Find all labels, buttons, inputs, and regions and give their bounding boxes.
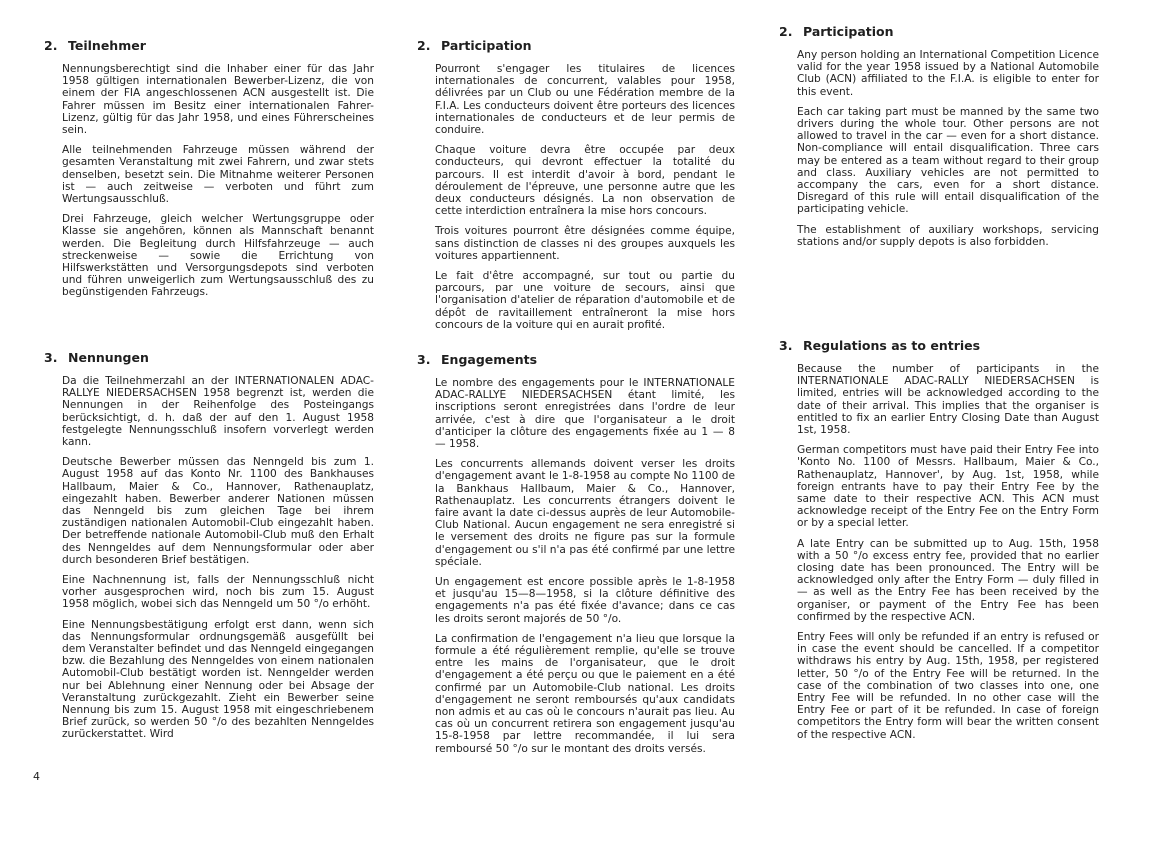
paragraph: Da die Teilnehmerzahl an der INTERNATIONALEN ADAC-RALLYE NIEDERSACHSEN 1958 begrenzt ist, werden die Nennungen in der Reihenfolge des Posteingangs berücksichtigt, d. h. daß der auf den 1. August 1958 festgelegte Nennungsschluß insofern vorverlegt werden kann. (62, 375, 374, 449)
paragraph: Entry Fees will only be refunded if an entry is refused or in case the event should be cancelled. If a competitor withdraws his entry by Aug. 15th, 1958, per registered letter, 50 °/o of the Entry Fee will be returned. In the case of the combination of two classes into one, one Entry Fee will be refunded. In no other case will the Entry Fee or part of it be refunded. In case of foreign competitors the Entry form will bear the written consent of the respective ACN. (797, 631, 1099, 741)
paragraph: Le nombre des engagements pour le INTERNATIONALE ADAC-RALLYE NIEDERSACHSEN étant limité, les inscriptions seront enregistrées dans l'ordre de leur arrivée, c'est à dire que l'organisateur a le droit d'anticiper la clôture des engagements fixée au 1 — 8 — 1958. (435, 377, 735, 451)
section-number: 3. (44, 350, 58, 365)
section-heading (44, 350, 374, 365)
paragraph: Eine Nachnennung ist, falls der Nennungsschluß nicht vorher ausgesprochen wird, noch bis zum 15. August 1958 möglich, wobei sich das Nenngeld um 50 °/o erhöht. (62, 574, 374, 611)
section-number: 3. (417, 352, 431, 367)
section-nennungen (44, 350, 374, 749)
section-title: Participation (441, 38, 532, 53)
section-heading (417, 38, 735, 53)
paragraph: Les concurrents allemands doivent verser les droits d'engagement avant le 1-8-1958 au compte No 1100 de la Bankhaus Hallbaum, Maier & Co., Hannover, Rathenauplatz. Les concurrents étrangers doivent le faire avant la date ci-dessus auprès de leur Automobile-Club National. Aucun engagement ne sera enregistré si le versement des droits ne figure pas sur la formule d'engagement ou s'il n'a pas été confirmé par une lettre spéciale. (435, 458, 735, 568)
paragraph: Alle teilnehmenden Fahrzeuge müssen während der gesamten Veranstaltung mit zwei Fahrern, und zwar stets denselben, besetzt sein. Die Mitnahme weiterer Personen ist — auch zeitweise — verboten und führt zum Wertungsausschluß. (62, 144, 374, 206)
paragraph: La confirmation de l'engagement n'a lieu que lorsque la formule a été régulièrement remplie, qu'elle se trouve entre les mains de l'organisateur, que le droit d'engagement a été perçu ou que le paiement en a été confirmé par un Automobile-Club national. Les droits d'engagement ne seront remboursés qu'aux candidats non admis et au cas où le concours n'aurait pas lieu. Au cas où un concurrent retirera son engagement jusqu'au 15-8-1958 par lettre recommandée, il lui sera remboursé 50 °/o sur le montant des droits versés. (435, 632, 735, 755)
paragraph: Trois voitures pourront être désignées comme équipe, sans distinction de classes ni des groupes auxquels les voitures appartiennent. (435, 225, 735, 262)
section-participation-fr (417, 38, 735, 339)
section-heading (44, 38, 374, 53)
paragraph: Deutsche Bewerber müssen das Nenngeld bis zum 1. August 1958 auf das Konto Nr. 1100 des Bankhauses Hallbaum, Maier & Co., Hannover, Rathenauplatz, eingezahlt haben. Bewerber anderer Nationen müssen das Nenngeld bis zum gleichen Tage bei ihrem zuständigen nationalen Automobil-Club eingezahlt haben. Der betreffende nationale Automobil-Club muß den Erhalt des Nenngeldes auf dem Nennungsformular oder aber durch besonderen Brief bestätigen. (62, 456, 374, 566)
section-regulations-entries (779, 338, 1099, 749)
paragraph: Pourront s'engager les titulaires de licences internationales de concurrent, valables pour 1958, délivrées par un Club ou une Fédération membre de la F.I.A. Les conducteurs doivent être porteurs des licences internationales de conducteurs et de leur permis de conduire. (435, 63, 735, 137)
section-heading (779, 338, 1099, 353)
section-number: 2. (417, 38, 431, 53)
paragraph: Un engagement est encore possible après le 1-8-1958 et jusqu'au 15—8—1958, si la clôture définitive des engagements n'a pas été fixée d'avance; dans ce cas les droits seront majorés de 50 °/o. (435, 576, 735, 625)
section-number: 2. (44, 38, 58, 53)
paragraph: Because the number of participants in the INTERNATIONALE ADAC-RALLY NIEDERSACHSEN is limited, entries will be acknowledged according to the date of their arrival. This implies that the organiser is entitled to fix an earlier Entry Closing Date than August 1st, 1958. (797, 363, 1099, 437)
paragraph: Nennungsberechtigt sind die Inhaber einer für das Jahr 1958 gültigen internationalen Bewerber-Lizenz, die von einem der FIA angeschlossenen ACN ausgestellt ist. Die Fahrer müssen im Besitz einer internationalen Fahrer-Lizenz, gültig für das Jahr 1958, und eines Führerscheines sein. (62, 63, 374, 137)
section-heading (417, 352, 735, 367)
page-number: 4 (33, 770, 40, 783)
section-heading (779, 24, 1099, 39)
section-title: Participation (803, 24, 894, 39)
paragraph: Each car taking part must be manned by the same two drivers during the whole tour. Other persons are not allowed to travel in the car — even for a short distance. Non-compliance will entail disqualification. Three cars may be entered as a team without regard to their group and class. Auxiliary vehicles are not permitted to accompany the cars, even for a short distance. Disregard of this rule will entail disqualification of the participating vehicle. (797, 105, 1099, 216)
section-title: Teilnehmer (68, 38, 146, 53)
paragraph: Eine Nennungsbestätigung erfolgt erst dann, wenn sich das Nennungsformular ordnungsgemäß ausgefüllt bei dem Veranstalter befindet und das Nenngeld eingegangen bzw. die Bezahlung des Nenngeldes von einem nationalen Automobil-Club bestätigt worden ist. Nenngelder werden nur bei Ablehnung einer Nennung oder bei Absage der Veranstaltung zurückgezahlt. Zieht ein Bewerber seine Nennung bis zum 15. August 1958 mit eingeschriebenem Brief zurück, so werden 50 °/o des bezahlten Nenngeldes zurückerstattet. Wird (62, 618, 374, 741)
section-number: 3. (779, 338, 793, 353)
paragraph: Chaque voiture devra être occupée par deux conducteurs, qui devront effectuer la totalité du parcours. Il est interdit d'avoir à bord, pendant le déroulement de l'épreuve, une personne autre que les deux conducteurs désignés. La non observation de cette interdiction entraînera la mise hors concours. (435, 144, 735, 218)
paragraph: Le fait d'être accompagné, sur tout ou partie du parcours, par une voiture de secours, ainsi que l'organisation d'atelier de réparation d'automobile et de dépôt de ravitaillement entraîneront la mise hors concours de la voiture qui en aurait profité. (435, 270, 735, 331)
section-title: Regulations as to entries (803, 338, 981, 353)
section-title: Engagements (441, 352, 538, 367)
section-engagements (417, 352, 735, 763)
section-teilnehmer (44, 38, 374, 307)
section-participation-en (779, 24, 1099, 256)
paragraph: The establishment of auxiliary workshops, servicing stations and/or supply depots is also forbidden. (797, 223, 1099, 248)
paragraph: A late Entry can be submitted up to Aug. 15th, 1958 with a 50 °/o excess entry fee, provided that no earlier closing date has been pronounced. The Entry will be acknowledged only after the Entry Form — duly filled in — as well as the Entry Fee has been received by the organiser, or payment of the Entry Fee has been confirmed by the respective ACN. (797, 537, 1099, 623)
section-number: 2. (779, 24, 793, 39)
section-title: Nennungen (68, 350, 149, 365)
paragraph: Any person holding an International Competition Licence valid for the year 1958 issued by a National Automobile Club (ACN) affiliated to the F.I.A. is eligible to enter for this event. (797, 49, 1099, 98)
paragraph: German competitors must have paid their Entry Fee into 'Konto No. 1100 of Messrs. Hallbaum, Maier & Co., Rathenauplatz, Hannover', by Aug. 1st, 1958, while foreign entrants have to pay their Entry Fee by the same date to their respective ACN. This ACN must acknowledge receipt of the Entry Fee on the Entry Form or by a special letter. (797, 444, 1099, 530)
paragraph: Drei Fahrzeuge, gleich welcher Wertungsgruppe oder Klasse sie angehören, können als Mannschaft benannt werden. Die Begleitung durch Hilfsfahrzeuge — auch streckenweise — sowie die Errichtung von Hilfswerkstätten und Versorgungsdepots sind verboten und führen unweigerlich zum Wertungsausschluß des zu begünstigenden Fahrzeugs. (62, 213, 374, 299)
